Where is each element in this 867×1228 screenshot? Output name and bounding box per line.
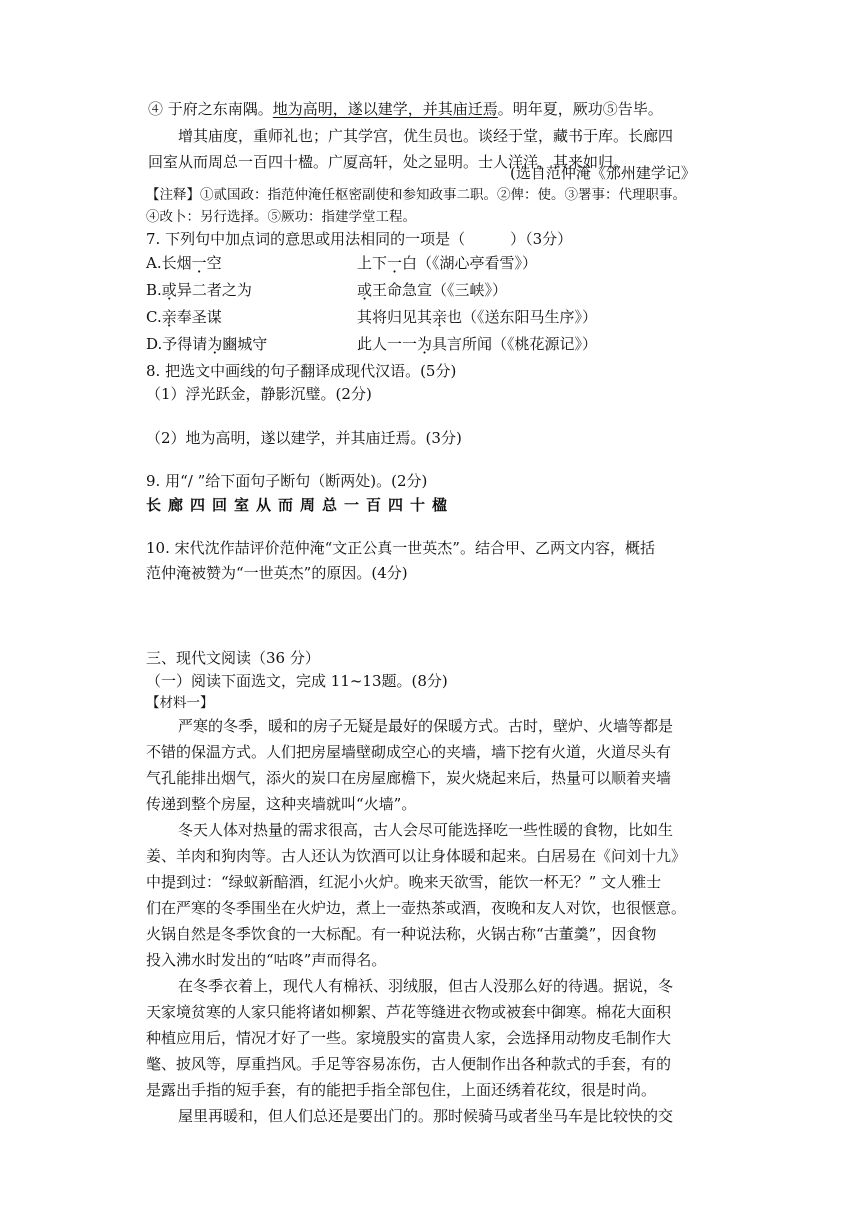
passage-source: (选自范仲淹《邠州建学记》: [510, 164, 696, 182]
article-line: 们在严寒的冬季围坐在火炉边，煮上一壶热茶或酒，夜晚和友人对饮，也很惬意。: [146, 899, 687, 917]
passage-text: 。明年夏，厥功⑤告毕。: [497, 100, 663, 118]
question-8-stem: 8. 把选文中画线的句子翻译成现代汉语。(5分): [146, 362, 457, 380]
article-line: 气孔能排出烟气，添火的炭口在房屋廊檐下，炭火烧起来后，热量可以顺着夹墙: [146, 769, 672, 787]
dotted-word: 为: [417, 335, 433, 353]
q7-option-b-compare: [357, 277, 507, 303]
passage-line-2: 增其庙度，重师礼也；广其学宫，优生员也。谈经于堂，藏书于库。长廊四: [178, 127, 674, 145]
question-10-line-2: 范仲淹被赞为“一世英杰”的原因。(4分): [146, 564, 408, 582]
question-10-line-1: 10. 宋代沈作喆评价范仲淹“文正公真一世英杰”。结合甲、乙两文内容，概括: [146, 539, 655, 557]
article-line: 天家境贫寒的人家只能将诸如柳絮、芦花等缝进衣物或被套中御寒。棉花大面积: [146, 1003, 672, 1021]
option-text: B.: [146, 281, 162, 299]
option-text: A.长烟: [146, 254, 192, 272]
option-text: 其将归见其: [357, 308, 433, 326]
option-text: 空: [206, 254, 222, 272]
article-line: 中提到过：“绿蚁新醅酒，红泥小火炉。晚来天欲雪，能饮一杯无？” 文人雅士: [146, 873, 662, 891]
dotted-word: 或: [357, 281, 373, 299]
material-1-label: 【材料一】: [146, 695, 214, 711]
underlined-sentence: 地为高明，遂以建学，并其庙迁焉: [272, 100, 498, 118]
q7-option-d: [146, 331, 267, 357]
q7-option-b: [146, 277, 252, 303]
article-line: 严寒的冬季，暖和的房子无疑是最好的保暖方式。古时，壁炉、火墙等都是: [178, 717, 674, 735]
dotted-word: 一: [191, 254, 207, 272]
article-line: 是露出手指的短手套，有的能把手指全部包住，上面还绣着花纹，很是时尚。: [146, 1081, 657, 1099]
dotted-word: 亲: [432, 308, 448, 326]
notes-line-2: ④改卜：另行选择。⑤厥功：指建学堂工程。: [146, 209, 416, 225]
q7-option-c: [146, 304, 222, 330]
article-line: 姜、羊肉和狗肉等。古人还认为饮酒可以让身体暖和起来。白居易在《问刘十九》: [146, 847, 687, 865]
section-3-subtitle: （一）阅读下面选文，完成 11~13题。(8分): [146, 672, 448, 690]
passage-line-3: 回室从而周总一百四十楹。广厦高轩，处之显明。士人洋洋，其来如归。: [148, 153, 629, 171]
article-line: 冬天人体对热量的需求很高，古人会尽可能选择吃一些性暖的食物，比如生: [178, 821, 674, 839]
passage-line-1: [148, 96, 663, 122]
option-text: 豳城守: [222, 335, 268, 353]
passage-text: ④ 于府之东南隅。: [148, 100, 273, 118]
notes-line-1: 【注释】①贰国政：指范仲淹任枢密副使和参知政事二职。②俾：使。③署事：代理职事。: [146, 187, 686, 203]
option-text: 此人一一: [357, 335, 418, 353]
question-7-stem: 7. 下列句中加点词的意思或用法相同的一项是（ ）（3分）: [146, 230, 573, 248]
q7-option-c-compare: [357, 304, 597, 330]
article-line: 投入沸水时发出的“咕咚”声而得名。: [146, 951, 387, 969]
section-3-title: 三、现代文阅读（36 分）: [146, 649, 320, 667]
article-line: 在冬季衣着上，现代人有棉袄、羽绒服，但古人没那么好的待遇。据说，冬: [178, 977, 674, 995]
article-line: 火锅自然是冬季饮食的一大标配。有一种说法称，火锅古称“古董羹”，因食物: [146, 925, 657, 943]
article-line: 氅、披风等，厚重挡风。手足等容易冻伤，古人便制作出各种款式的手套，有的: [146, 1055, 672, 1073]
option-text: 具言所闻（《桃花源记》）: [432, 335, 598, 353]
dotted-word: 为: [207, 335, 223, 353]
option-text: C.: [146, 308, 162, 326]
option-text: 上下: [357, 254, 388, 272]
question-8-part-2: （2）地为高明，遂以建学，并其庙迁焉。(3分): [146, 429, 462, 447]
q7-option-a: [146, 250, 222, 276]
question-9-sentence: 长廊四回室从而周总一百四十楹: [146, 496, 455, 514]
dotted-word: 或: [161, 281, 177, 299]
dotted-word: 亲: [161, 308, 177, 326]
question-9-stem: 9. 用“/ ”给下面句子断句（断两处)。(2分): [146, 472, 428, 490]
option-text: 也（《送东阳马生序》）: [447, 308, 598, 326]
article-line: 不错的保温方式。人们把房屋墙壁砌成空心的夹墙，墙下挖有火道，火道尽头有: [146, 743, 672, 761]
article-line: 屋里再暖和，但人们总还是要出门的。那时候骑马或者坐马车是比较快的交: [178, 1107, 674, 1125]
q7-option-d-compare: [357, 331, 597, 357]
question-8-part-1: （1）浮光跃金，静影沉璧。(2分): [146, 385, 372, 403]
option-text: 王命急宣（《三峡》）: [372, 281, 508, 299]
article-line: 种植应用后，情况才好了一些。家境殷实的富贵人家，会选择用动物皮毛制作大: [146, 1029, 672, 1047]
article-line: 传递到整个房屋，这种夹墙就叫“火墙”。: [146, 795, 417, 813]
option-text: D.予得请: [146, 335, 208, 353]
option-text: 白（《湖心亭看雪》）: [402, 254, 538, 272]
option-text: 异二者之为: [176, 281, 252, 299]
dotted-word: 一: [387, 254, 403, 272]
option-text: 奉圣谋: [176, 308, 222, 326]
q7-option-a-compare: [357, 250, 537, 276]
